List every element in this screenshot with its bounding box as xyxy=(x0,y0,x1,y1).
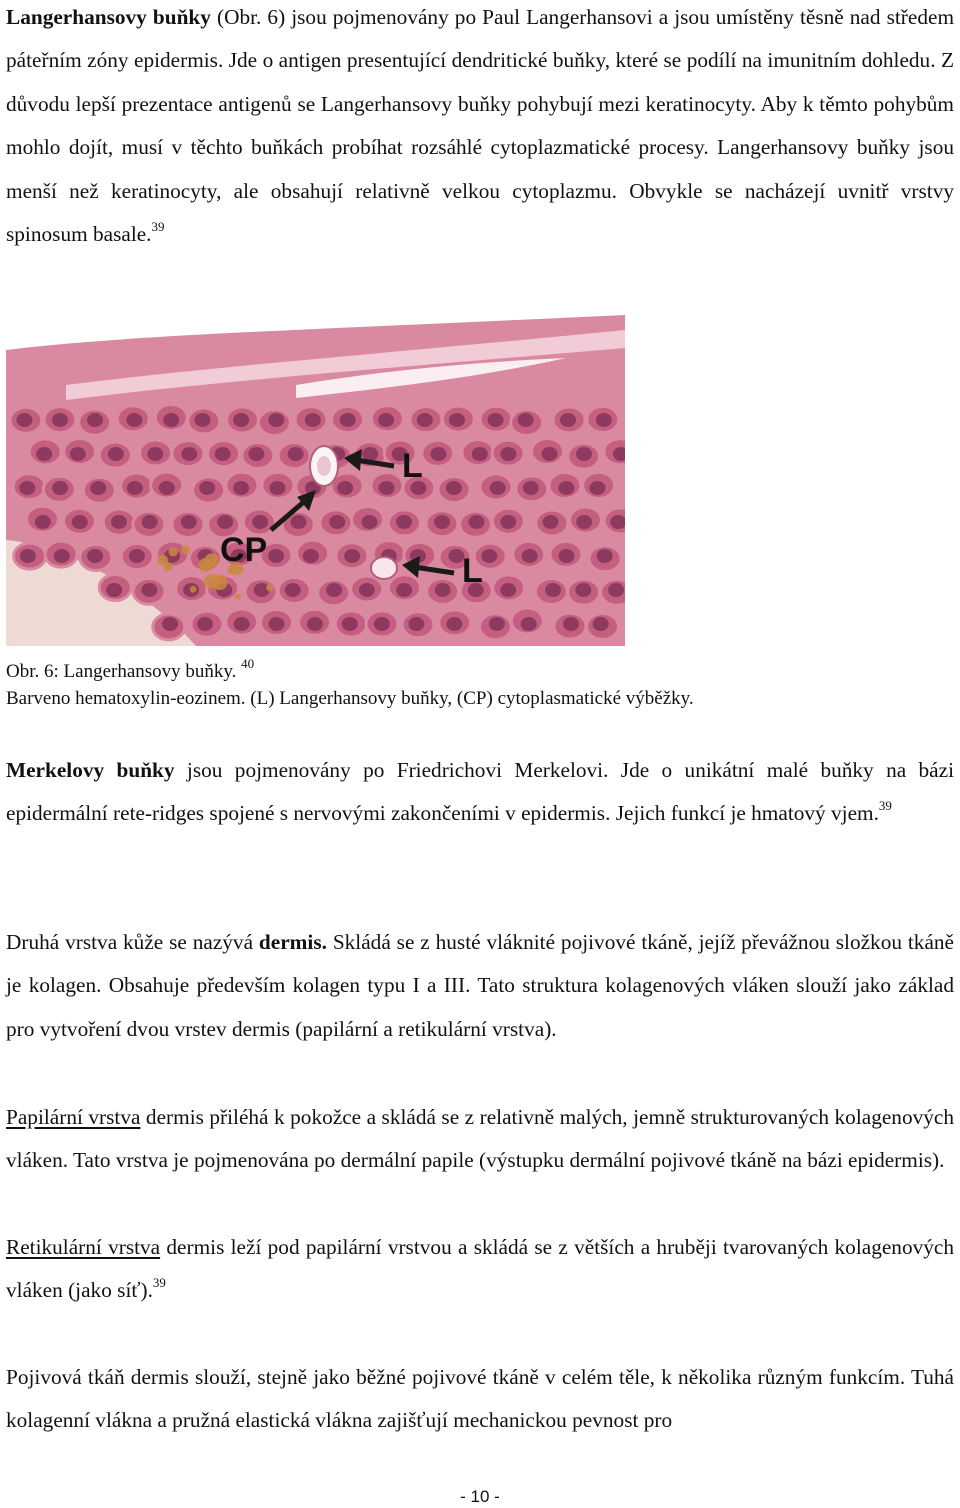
cell-nucleus xyxy=(162,617,178,631)
cell-nucleus xyxy=(340,413,356,427)
cell-nucleus xyxy=(252,515,268,529)
cell-nucleus xyxy=(326,583,342,597)
term-merkel-cells: Merkelovy buňky xyxy=(6,758,175,782)
reference-marker: 39 xyxy=(152,1275,166,1291)
cell-nucleus xyxy=(108,447,124,461)
cell-nucleus xyxy=(449,413,465,427)
term-langerhans-cells: Langerhansovy buňky xyxy=(6,5,211,29)
label-l-bottom: L xyxy=(462,552,483,590)
cell-nucleus xyxy=(337,481,353,495)
cell-nucleus xyxy=(199,481,215,495)
cell-nucleus xyxy=(518,413,534,427)
cell-nucleus xyxy=(215,447,231,461)
cell-nucleus xyxy=(500,583,516,597)
cell-nucleus xyxy=(543,515,559,529)
figure-caption-title xyxy=(6,655,255,684)
cell-nucleus xyxy=(545,583,561,597)
cell-nucleus xyxy=(417,413,433,427)
cell-nucleus xyxy=(52,413,68,427)
cell-nucleus xyxy=(446,617,462,631)
figure-langerhans-micrograph xyxy=(6,290,625,646)
cell-nucleus xyxy=(87,413,103,427)
cell-nucleus xyxy=(129,549,145,563)
cell-nucleus xyxy=(408,617,424,631)
cell-nucleus xyxy=(307,617,323,631)
cell-nucleus xyxy=(521,617,537,631)
cell-nucleus xyxy=(285,583,301,597)
cell-nucleus xyxy=(16,413,32,427)
melanin-granule xyxy=(181,545,190,554)
cell-nucleus xyxy=(305,413,321,427)
melanin-granule xyxy=(166,563,173,570)
cell-nucleus xyxy=(430,447,446,461)
cell-nucleus xyxy=(329,515,345,529)
cell-nucleus xyxy=(596,413,612,427)
langerhans-cell-top xyxy=(310,446,338,486)
caption-title-text: Obr. 6: Langerhansovy buňky. xyxy=(6,661,237,682)
cell-nucleus xyxy=(142,515,158,529)
cell-nucleus xyxy=(523,481,539,495)
term-reticular-layer: Retikulární vrstva xyxy=(6,1235,161,1259)
langerhans-cell-bottom xyxy=(371,557,397,579)
cell-nucleus xyxy=(608,583,624,597)
micrograph-image xyxy=(6,290,625,646)
cell-nucleus xyxy=(111,515,127,529)
cell-nucleus xyxy=(147,447,163,461)
cell-nucleus xyxy=(87,549,103,563)
label-cp: CP xyxy=(220,531,268,569)
cell-nucleus xyxy=(472,447,488,461)
melanin-granule xyxy=(190,586,197,593)
cell-nucleus xyxy=(163,413,179,427)
cell-nucleus xyxy=(481,549,497,563)
cell-nucleus xyxy=(468,515,484,529)
cell-nucleus xyxy=(558,481,574,495)
cell-nucleus xyxy=(576,515,592,529)
melanin-granule xyxy=(204,574,219,589)
paragraph-merkel-cells xyxy=(6,749,954,836)
cell-nucleus xyxy=(342,617,358,631)
cell-nucleus xyxy=(396,583,412,597)
melanin-granule xyxy=(205,553,219,567)
caption-reference-marker: 40 xyxy=(241,655,255,671)
melanin-granule xyxy=(235,594,241,600)
cell-nucleus xyxy=(54,549,70,563)
paragraph-connective-tissue xyxy=(6,1356,954,1443)
cell-nucleus xyxy=(288,447,304,461)
cell-nucleus xyxy=(20,549,36,563)
cell-nucleus xyxy=(378,413,394,427)
paragraph-text-intro: Druhá vrstva kůže se nazývá xyxy=(6,930,259,954)
cell-nucleus xyxy=(359,583,375,597)
cell-nucleus xyxy=(500,447,516,461)
cell-nucleus xyxy=(344,549,360,563)
paragraph-dermis xyxy=(6,921,954,1051)
cell-nucleus xyxy=(500,515,516,529)
cell-nucleus xyxy=(181,447,197,461)
label-l-top: L xyxy=(402,447,423,485)
cell-nucleus xyxy=(558,549,574,563)
cell-nucleus xyxy=(70,447,86,461)
cell-nucleus xyxy=(396,515,412,529)
paragraph-text: Pojivová tkáň dermis slouží, stejně jako běžné pojivové tkáně v celém těle, k několika různým funkcím. Tuhá kolagenní vlákna a pružná elastická vlákna zajišťují mechanickou pevnost pro xyxy=(6,1365,954,1433)
paragraph-text: (Obr. 6) jsou pojmenovány po Paul Langerhansovi a jsou umístěny těsně nad středem páteřním zóny epidermis. Jde o antigen presentující dendritické buňky, které se podílí na imunitním dohledu. Z důvodu lepší prezentace antigenů se Langerhansovy buňky pohybují mezi keratinocyty. Aby k těmto pohybům mohlo dojít, musí v těchto buňkách probíhat rozsáhlé cytoplazmatické procesy. Langerhansovy buňky jsou menší než keratinocyty, ale obsahují relativně velkou cytoplazmu. Obvykle se nacházejí uvnitř vrstvy spinosum basale. xyxy=(6,5,955,247)
reference-marker: 39 xyxy=(151,218,165,234)
cell-nucleus xyxy=(197,617,213,631)
term-papillary-layer: Papilární vrstva xyxy=(6,1105,141,1129)
paragraph-text: jsou pojmenovány po Friedrichovi Merkelovi. Jde o unikátní malé buňky na bázi epidermální rete-ridges spojené s nervovými zakončeními v epidermis. Jejich funkcí je hmatový vjem. xyxy=(6,758,955,826)
paragraph-papillary-layer xyxy=(6,1096,954,1183)
paragraph-reticular-layer xyxy=(6,1226,954,1313)
cell-nucleus xyxy=(106,583,122,597)
cell-nucleus xyxy=(303,549,319,563)
cell-nucleus xyxy=(434,515,450,529)
cell-nucleus xyxy=(181,515,197,529)
cell-nucleus xyxy=(126,413,142,427)
cell-nucleus xyxy=(233,481,249,495)
cell-nucleus xyxy=(19,481,35,495)
cell-nucleus xyxy=(269,481,285,495)
cell-nucleus xyxy=(593,617,609,631)
cell-nucleus xyxy=(269,617,285,631)
cell-nucleus xyxy=(560,413,576,427)
cell-nucleus xyxy=(36,447,52,461)
cell-nucleus xyxy=(575,583,591,597)
cell-nucleus xyxy=(35,515,51,529)
cell-nucleus xyxy=(52,481,68,495)
cell-nucleus xyxy=(490,481,506,495)
cell-nucleus xyxy=(90,481,106,495)
cell-nucleus xyxy=(234,617,250,631)
cell-nucleus xyxy=(379,481,395,495)
cell-nucleus xyxy=(374,617,390,631)
cell-nucleus xyxy=(217,515,233,529)
cell-nucleus xyxy=(489,617,505,631)
paragraph-text: dermis přiléhá k pokožce a skládá se z relativně malých, jemně strukturovaných kolagenových vláken. Tato vrstva je pojmenována po dermální papile (výstupku dermální pojivové tkáně na bázi epidermis). xyxy=(6,1105,954,1173)
cell-nucleus xyxy=(141,583,157,597)
reference-marker: 39 xyxy=(878,798,892,814)
melanin-granule xyxy=(266,584,273,591)
cell-nucleus xyxy=(72,515,88,529)
term-dermis: dermis. xyxy=(258,930,327,954)
cell-nucleus xyxy=(597,549,613,563)
cell-nucleus xyxy=(435,583,451,597)
paragraph-text: Skládá se z husté vláknité pojivové tkáně, jejíž převážnou složkou tkáně je kolagen. Obsahuje především kolagen typu I a III. Tato struktura kolagenových vláken slouží jako základ pro vytvoření dvou vrstev dermis (papilární a retikulární vrstva). xyxy=(6,930,954,1041)
melanin-granule xyxy=(169,547,178,556)
cell-nucleus xyxy=(233,413,249,427)
figure-caption-description: Barveno hematoxylin-eozinem. (L) Langerhansovy buňky, (CP) cytoplasmatické výběžky. xyxy=(6,688,694,709)
cell-nucleus xyxy=(195,413,211,427)
cell-nucleus xyxy=(268,413,284,427)
cell-nucleus xyxy=(248,447,264,461)
cell-nucleus xyxy=(446,481,462,495)
cell-nucleus xyxy=(290,515,306,529)
cell-nucleus xyxy=(522,549,538,563)
cell-nucleus xyxy=(488,413,504,427)
cell-nucleus xyxy=(268,549,284,563)
cell-nucleus xyxy=(159,481,175,495)
page-number: - 10 - xyxy=(460,1487,500,1506)
cell-nucleus xyxy=(541,447,557,461)
cell-nucleus xyxy=(361,515,377,529)
paragraph-text: dermis leží pod papilární vrstvou a skládá se z větších a hruběji tvarovaných kolagenových vláken (jako síť). xyxy=(6,1235,954,1303)
cell-nucleus xyxy=(576,447,592,461)
cell-nucleus xyxy=(127,481,143,495)
cell-nucleus xyxy=(563,617,579,631)
cell-nucleus xyxy=(589,481,605,495)
paragraph-langerhans-cells xyxy=(6,0,954,256)
